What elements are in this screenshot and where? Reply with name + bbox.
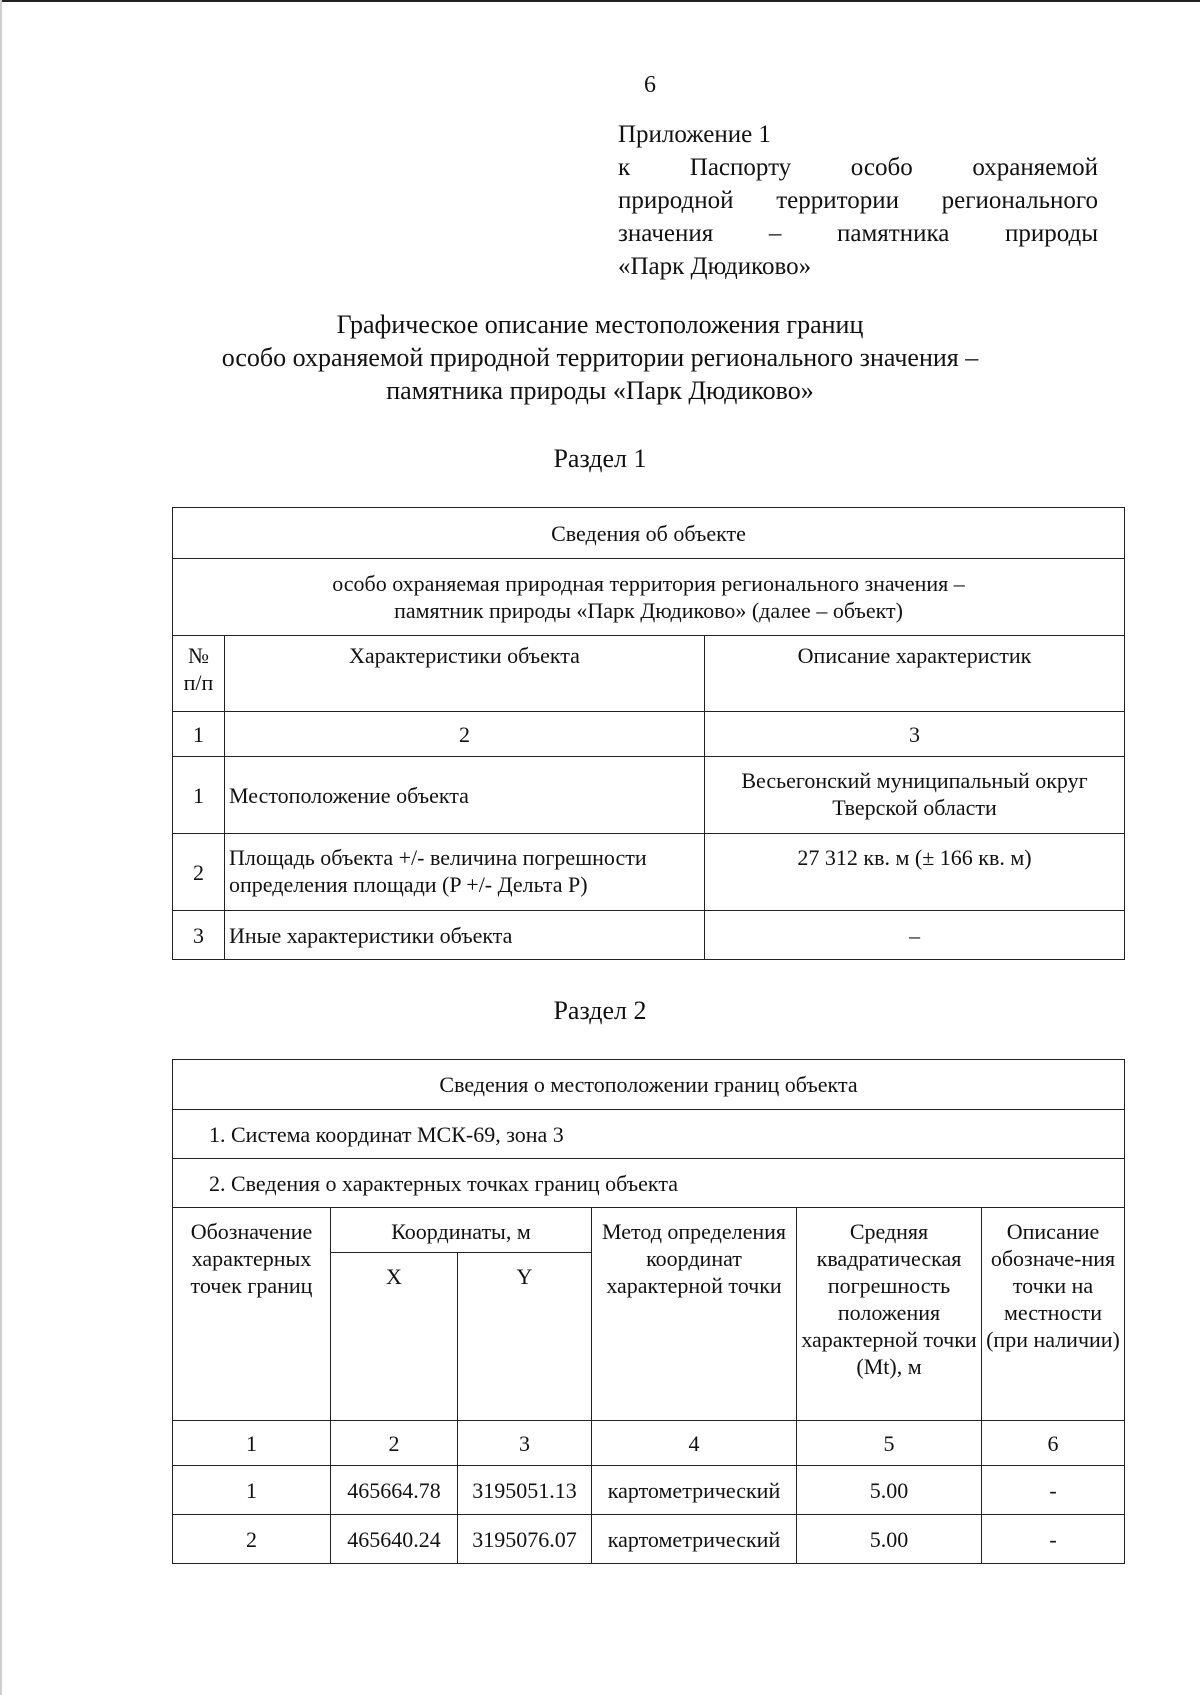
point-method: картометрический — [592, 1466, 797, 1515]
point-method: картометрический — [592, 1515, 797, 1564]
point-error: 5.00 — [797, 1466, 982, 1515]
header-description: Описание характеристик — [705, 636, 1125, 712]
header-method: Метод определения координат характерной точки — [592, 1208, 797, 1421]
header-coordinates: Координаты, м — [331, 1208, 592, 1253]
table-title: Сведения об объекте — [173, 508, 1125, 559]
header-designation: Обозначение характерных точек границ — [173, 1208, 331, 1421]
object-description-line: особо охраняемая природная территория регионального значения – — [332, 571, 965, 596]
point-y: 3195051.13 — [458, 1466, 592, 1515]
coordinate-system: 1. Система координат МСК-69, зона 3 — [173, 1110, 1125, 1159]
title-line: Графическое описание местоположения границ — [336, 310, 864, 339]
point-description: - — [982, 1515, 1125, 1564]
header-point-description: Описание обозначе-ния точки на местности (при наличии) — [982, 1208, 1125, 1421]
section-2-heading: Раздел 2 — [553, 996, 647, 1025]
appendix-line: значения – памятника природы — [618, 220, 1098, 247]
scan-edge-top — [0, 0, 1200, 2]
point-x: 465640.24 — [331, 1515, 458, 1564]
row-name: Местоположение объекта — [225, 757, 705, 834]
column-number: 1 — [173, 712, 225, 757]
row-value-line: Тверской области — [832, 795, 997, 820]
object-info-table — [172, 507, 1125, 960]
header-x: X — [331, 1253, 458, 1421]
row-num: 3 — [173, 911, 225, 960]
page-number: 6 — [644, 72, 656, 98]
header-num: № п/п — [173, 636, 225, 712]
header-characteristics: Характеристики объекта — [225, 636, 705, 712]
table-row — [173, 757, 1125, 834]
row-name-line: определения площади (P +/- Дельта P) — [229, 872, 588, 897]
column-number: 5 — [797, 1421, 982, 1466]
table-row — [173, 911, 1125, 960]
title-line: памятника природы «Парк Дюдиково» — [386, 376, 814, 405]
object-description — [173, 559, 1125, 636]
appendix-line: к Паспорту особо охраняемой — [618, 154, 1098, 181]
table-row — [173, 834, 1125, 911]
boundary-points-table — [172, 1059, 1125, 1564]
row-name-line: Площадь объекта +/- величина погрешности — [229, 845, 647, 870]
row-name: Иные характеристики объекта — [225, 911, 705, 960]
column-number: 3 — [458, 1421, 592, 1466]
point-x: 465664.78 — [331, 1466, 458, 1515]
row-value-line: Весьегонский муниципальный округ — [741, 768, 1088, 793]
header-error: Средняя квадратическая погрешность положения характерной точки (Mt), м — [797, 1208, 982, 1421]
row-value: – — [705, 911, 1125, 960]
section-1-heading: Раздел 1 — [553, 444, 647, 473]
column-number: 6 — [982, 1421, 1125, 1466]
appendix-header — [618, 118, 1098, 283]
column-number: 2 — [225, 712, 705, 757]
point-id: 2 — [173, 1515, 331, 1564]
header-y: Y — [458, 1253, 592, 1421]
point-y: 3195076.07 — [458, 1515, 592, 1564]
point-description: - — [982, 1466, 1125, 1515]
column-number: 4 — [592, 1421, 797, 1466]
table-title: Сведения о местоположении границ объекта — [173, 1060, 1125, 1110]
table-row — [173, 1466, 1125, 1515]
appendix-line: «Парк Дюдиково» — [618, 253, 812, 280]
table-row — [173, 1515, 1125, 1564]
object-description-line: памятник природы «Парк Дюдиково» (далее – объект) — [394, 598, 903, 623]
appendix-line: Приложение 1 — [618, 121, 771, 148]
column-number: 3 — [705, 712, 1125, 757]
points-title: 2. Сведения о характерных точках границ объекта — [173, 1159, 1125, 1208]
row-value — [705, 757, 1125, 834]
point-id: 1 — [173, 1466, 331, 1515]
row-name — [225, 834, 705, 911]
point-error: 5.00 — [797, 1515, 982, 1564]
column-number: 2 — [331, 1421, 458, 1466]
title-line: особо охраняемой природной территории регионального значения – — [221, 343, 979, 372]
row-value: 27 312 кв. м (± 166 кв. м) — [705, 834, 1125, 911]
column-number: 1 — [173, 1421, 331, 1466]
row-num: 2 — [173, 834, 225, 911]
document-title — [150, 308, 1050, 407]
scan-edge-left — [0, 0, 2, 1695]
row-num: 1 — [173, 757, 225, 834]
appendix-line: природной территории регионального — [618, 187, 1098, 214]
